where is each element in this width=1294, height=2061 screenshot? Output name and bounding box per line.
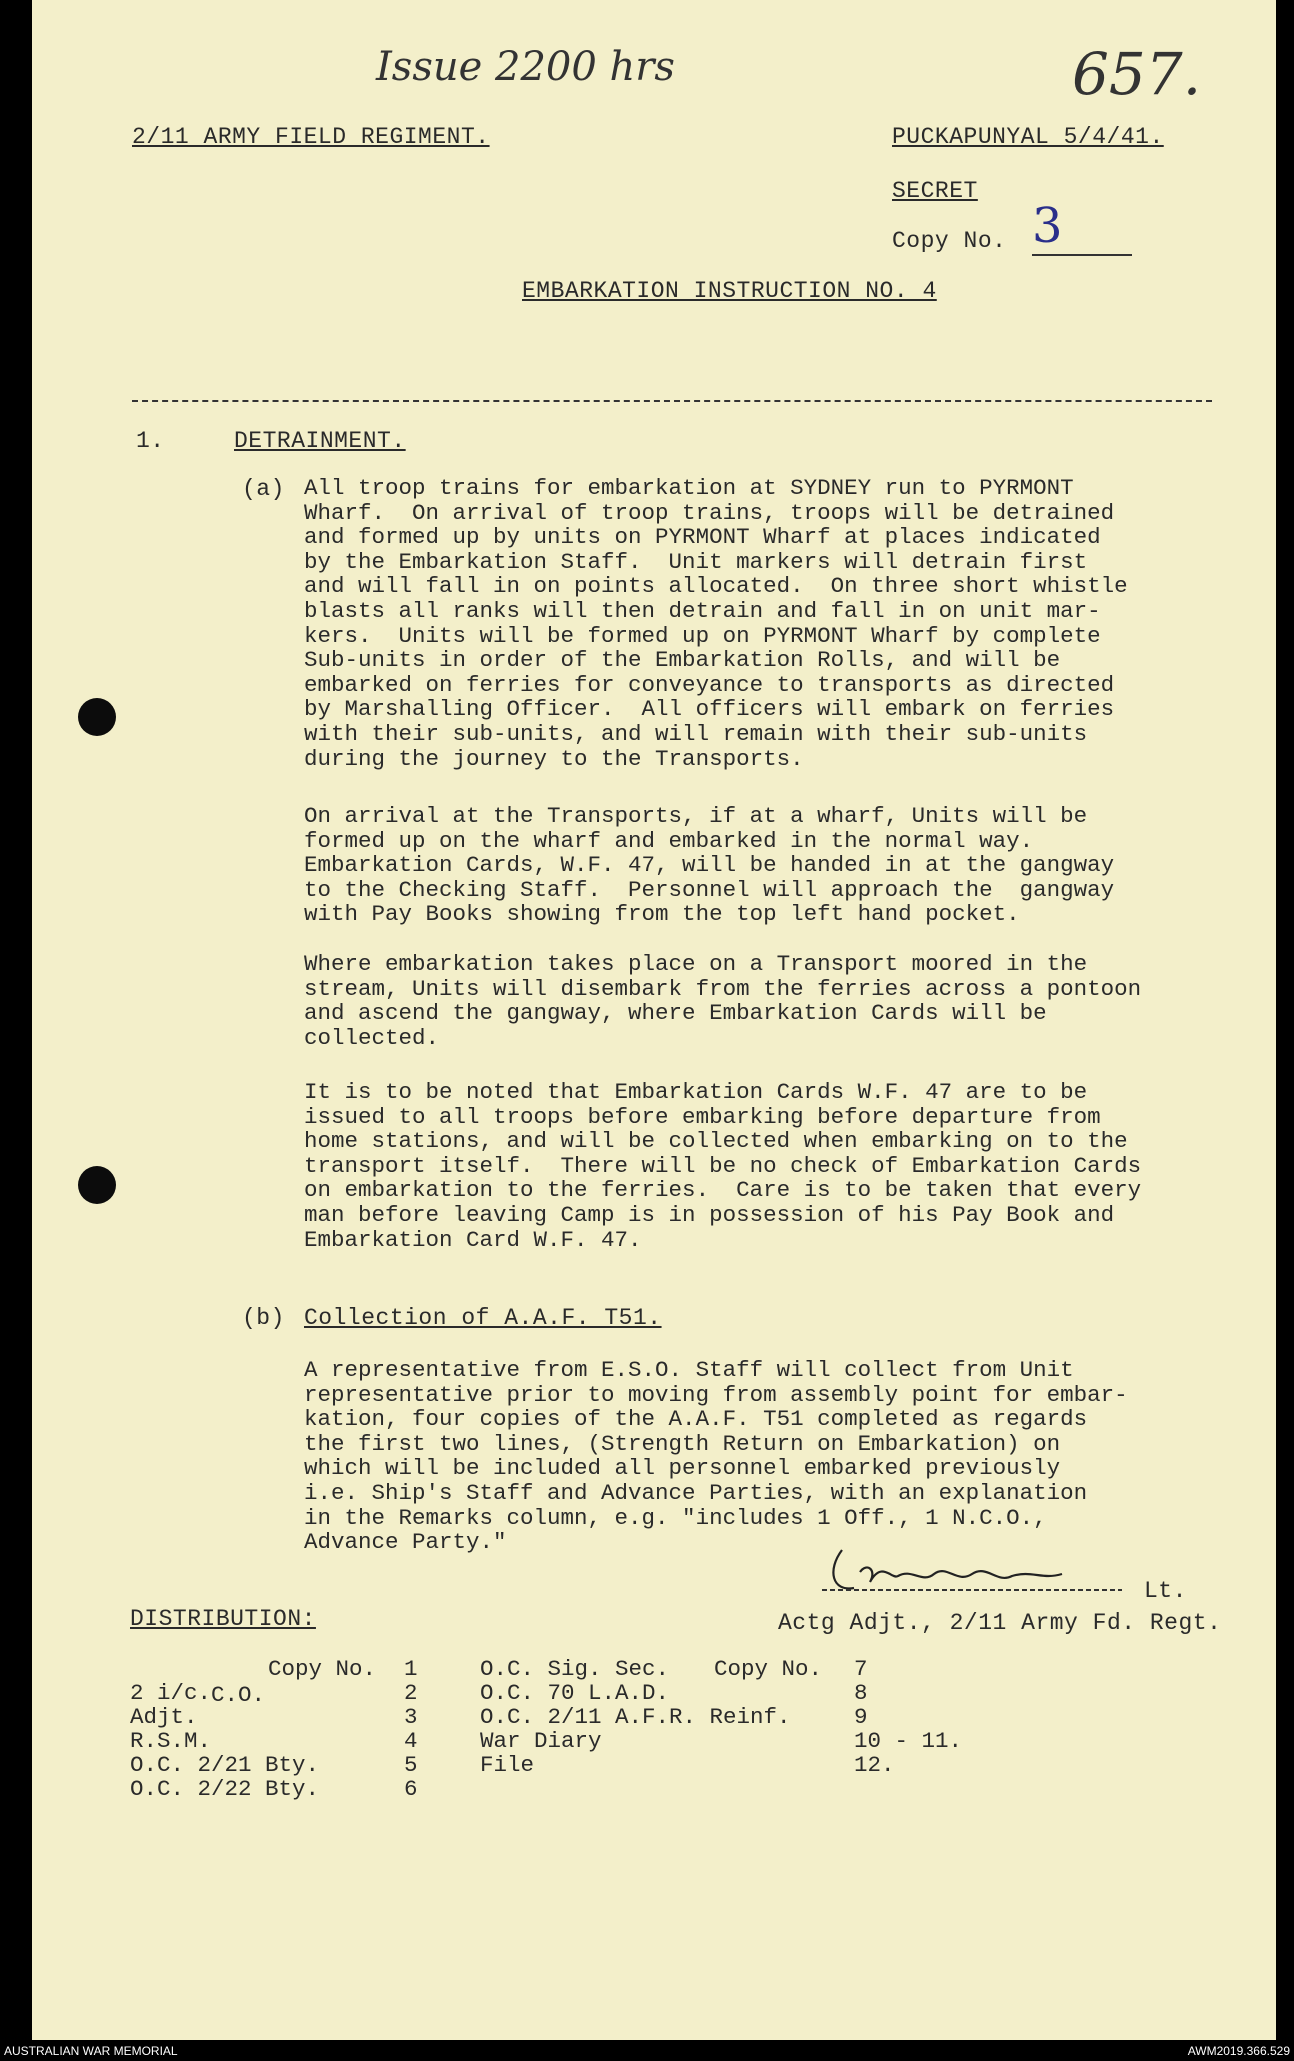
recipient-name: O.C. 2/11 A.F.R. Reinf.: [480, 1704, 791, 1730]
copy-number: 9: [854, 1704, 868, 1730]
recipient-name: O.C. 2/21 Bty.: [130, 1752, 320, 1778]
recipient-name: O.C. Sig. Sec.: [480, 1656, 670, 1682]
unit-name: 2/11 ARMY FIELD REGIMENT.: [132, 124, 490, 150]
punch-hole-top: [78, 698, 116, 736]
section-number: 1.: [136, 428, 165, 454]
handwritten-copy-number: 3: [1032, 198, 1063, 254]
copy-number-label: Copy No.: [892, 228, 1007, 254]
signatory-rank: Lt.: [1144, 1578, 1187, 1604]
copy-number: 5: [404, 1752, 418, 1778]
subsection-a-paragraph-2: On arrival at the Transports, if at a wharf, Units will be formed up on the wharf and embarked in the normal way. Embarkation Cards, W.F. 47, will be handed in at the gangway to the Checking Staff. Personnel will approach the gangway with Pay Books showing from the top left hand pocket.: [304, 803, 1115, 928]
copy-number: 4: [404, 1728, 418, 1754]
subsection-a-paragraph-4: It is to be noted that Embarkation Cards W.F. 47 are to be issued to all troops before embarking before departure from home stations, and will be collected when embarking on to the transport itself. There will be no check of Embarkation Cards on embarkation to the ferries. Care is to be taken that every man before leaving Camp is in possession of his Pay Book and Embarkation Card W.F. 47.: [304, 1079, 1142, 1253]
recipient-name: O.C. 70 L.A.D.: [480, 1680, 670, 1706]
footer-institution: AUSTRALIAN WAR MEMORIAL: [4, 2044, 178, 2058]
recipient-name: O.C. 2/22 Bty.: [130, 1776, 320, 1802]
distribution-heading: DISTRIBUTION:: [130, 1606, 316, 1632]
document-title: EMBARKATION INSTRUCTION NO. 4: [522, 278, 937, 304]
copy-number: 1: [404, 1656, 418, 1682]
document-page: [32, 0, 1276, 2040]
recipient-name: C.O.: [211, 1682, 266, 1708]
subsection-b-heading: Collection of A.A.F. T51.: [304, 1305, 662, 1331]
recipient-name: R.S.M.: [130, 1728, 212, 1754]
signatory-appointment: Actg Adjt., 2/11 Army Fd. Regt.: [778, 1610, 1222, 1636]
copy-number: 7: [854, 1656, 868, 1682]
copy-number: 6: [404, 1776, 418, 1802]
footer-accession-number: AWM2019.366.529: [1187, 2044, 1290, 2058]
copy-number: 12.: [854, 1752, 895, 1778]
handwritten-folio-number: 657.: [1072, 40, 1202, 108]
recipient-name: War Diary: [480, 1728, 602, 1754]
recipient-name: File: [480, 1752, 535, 1778]
classification-mark: SECRET: [892, 178, 978, 204]
subsection-a-label: (a): [242, 476, 285, 502]
subsection-b-paragraph: A representative from E.S.O. Staff will collect from Unit representative prior to moving from assembly point for embar- kation, four copies of the A.A.F. T51 completed as regards the first two lines, (Strength Return on Embarkation) on which will be included all personnel embarked previously i.e. Ship's Staff and Advance Parties, with an explanation in the Remarks column, e.g. "includes 1 Off., 1 N.C.O., Advance Party.": [304, 1357, 1128, 1556]
separator-line: [132, 400, 1212, 402]
subsection-a-paragraph-1: All troop trains for embarkation at SYDNEY run to PYRMONT Wharf. On arrival of troop trains, troops will be detrained and formed up by units on PYRMONT Wharf at places indicated by the Embarkation Staff. Unit markers will detrain first and will fall in on points allocated. On three short whistle blasts all ranks will then detrain and fall in on unit mar- kers. Units will be formed up on PYRMONT Wharf by complete Sub-units in order of the Embarkation Rolls, and will be embarked on ferries for conveyance to transports as directed by Marshalling Officer. All officers will embark on ferries with their sub-units, and will remain with their sub-units during the journey to the Transports.: [304, 475, 1128, 772]
recipient-name: 2 i/c.: [130, 1680, 212, 1706]
copy-number: 10 - 11.: [854, 1728, 963, 1754]
handwritten-issue-note: Issue 2200 hrs: [376, 44, 675, 90]
copy-number: 8: [854, 1680, 868, 1706]
subsection-b-label: (b): [242, 1305, 285, 1331]
subsection-a-paragraph-3: Where embarkation takes place on a Transport moored in the stream, Units will disembark from the ferries across a pontoon and ascend the gangway, where Embarkation Cards will be collected.: [304, 951, 1142, 1051]
copy-label: Copy No.: [714, 1656, 823, 1682]
handwritten-signature: [822, 1540, 1142, 1600]
place-and-date: PUCKAPUNYAL 5/4/41.: [892, 124, 1164, 150]
punch-hole-bottom: [78, 1166, 116, 1204]
section-heading: DETRAINMENT.: [234, 428, 406, 454]
copy-number: 2: [404, 1680, 418, 1706]
copy-number-line: [1032, 254, 1132, 256]
copy-label: Copy No.: [268, 1656, 377, 1682]
recipient-name: Adjt.: [130, 1704, 198, 1730]
copy-number: 3: [404, 1704, 418, 1730]
